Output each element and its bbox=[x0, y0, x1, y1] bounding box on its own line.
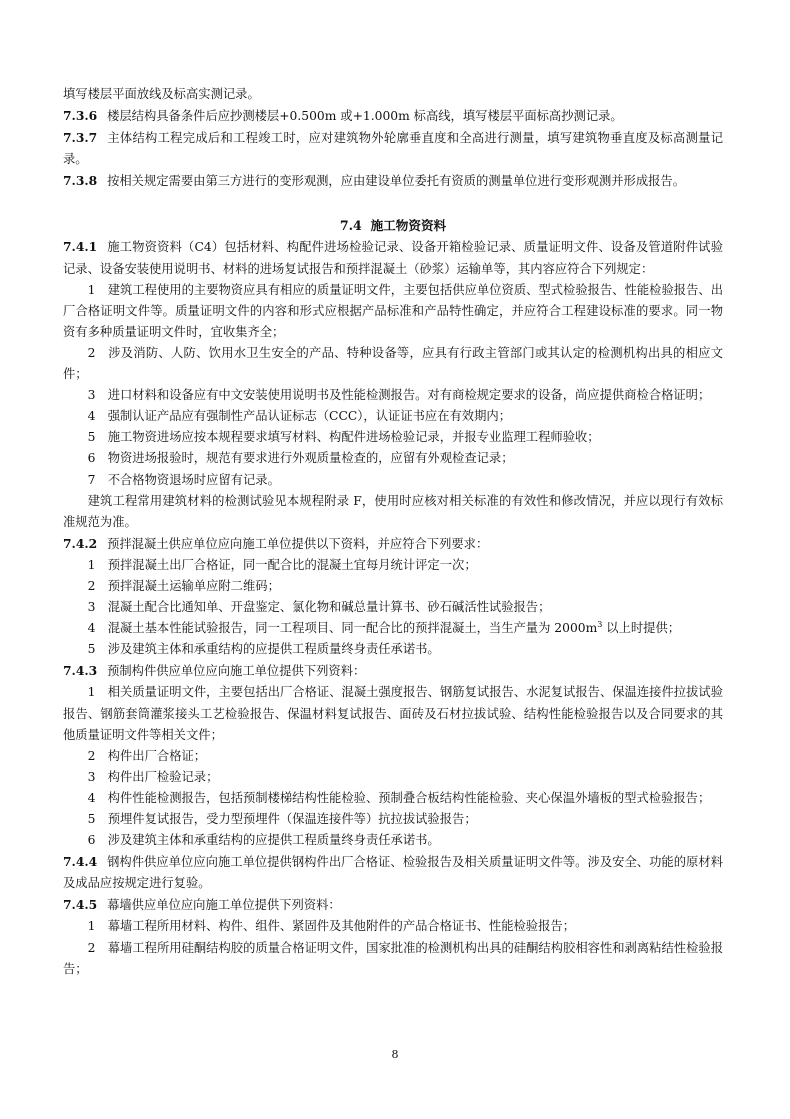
clause-7-4-4 bbox=[63, 851, 723, 894]
clause-number: 7.4.4 bbox=[63, 854, 98, 870]
clause-text: 施工物资资料（C4）包括材料、构配件进场检验记录、设备开箱检验记录、质量证明文件、设备及管道附件试验记录、设备安装使用说明书、材料的进场复试报告和预拌混凝土（砂浆）运输单等，其内容应符合下列规定： bbox=[63, 240, 723, 276]
list-item: 7 不合格物资退场时应留有记录。 bbox=[87, 472, 280, 487]
clause-text: 幕墙供应单位应向施工单位提供下列资料： bbox=[107, 898, 341, 913]
section-number: 7.4 bbox=[339, 218, 362, 234]
list-item: 1 预拌混凝土出厂合格证，同一配合比的混凝土宜每月统计评定一次； bbox=[87, 557, 477, 572]
list-item: 5 预埋件复试报告，受力型预埋件（保温连接件等）抗拉拔试验报告； bbox=[87, 812, 477, 826]
paragraph-continuation: 填写楼层平面放线及标高实测记录。 bbox=[63, 87, 260, 101]
section-heading bbox=[63, 215, 723, 236]
list-item: 3 进口材料和设备应有中文安装使用说明书及性能检测报告。对有商检规定要求的设备，尚应提供商检合格证明； bbox=[87, 388, 711, 403]
list-item: 5 施工物资进场应按本规程要求填写材料、构配件进场检验记录，并报专业监理工程师验收； bbox=[87, 430, 600, 445]
list-item: 4 强制认证产品应有强制性产品认证标志（CCC），认证证书应在有效期内； bbox=[87, 409, 511, 424]
list-item-text: 4 混凝土基本性能试验报告，同一工程项目、同一配合比的预拌混凝土，当生产量为 2000m bbox=[87, 621, 598, 636]
clause-7-3-6 bbox=[63, 105, 723, 127]
list-item bbox=[63, 618, 723, 639]
section-title: 施工物资资料 bbox=[370, 218, 447, 234]
list-item-text-end: 以上时提供； bbox=[602, 621, 681, 636]
clause-text: 钢构件供应单位应向施工单位提供钢构件出厂合格证、检验报告及相关质量证明文件等。涉及安全、功能的原材料及成品应按规定进行复验。 bbox=[63, 855, 723, 891]
clause-7-4-1 bbox=[63, 236, 723, 279]
clause-number: 7.3.8 bbox=[63, 173, 98, 189]
list-item: 6 涉及建筑主体和承重结构的应提供工程质量终身责任承诺书。 bbox=[87, 833, 440, 848]
superscript: 3 bbox=[597, 620, 603, 630]
clause-number: 7.4.5 bbox=[63, 897, 98, 913]
clause-text: 预拌混凝土供应单位应向施工单位提供以下资料，并应符合下列要求： bbox=[107, 536, 489, 551]
clause-7-3-8 bbox=[63, 170, 723, 192]
clause-number: 7.4.3 bbox=[63, 663, 98, 679]
clause-7-4-3 bbox=[63, 660, 723, 682]
list-item: 6 物资进场报验时，规范有要求进行外观质量检查的，应留有外观检查记录； bbox=[87, 451, 514, 466]
list-item: 2 幕墙工程所用硅酮结构胶的质量合格证明文件，国家批准的检测机构出具的硅酮结构胶相容性和剥离粘结性检验报告； bbox=[63, 940, 723, 976]
clause-text: 预制构件供应单位应向施工单位提供下列资料： bbox=[107, 664, 366, 679]
list-item: 5 涉及建筑主体和承重结构的应提供工程质量终身责任承诺书。 bbox=[87, 642, 440, 657]
clause-number: 7.3.7 bbox=[63, 130, 98, 146]
list-item: 2 构件出厂合格证； bbox=[87, 748, 207, 763]
list-item: 3 混凝土配合比通知单、开盘鉴定、氯化物和碱总量计算书、砂石碱活性试验报告； bbox=[87, 600, 551, 615]
list-item: 1 建筑工程使用的主要物资应具有相应的质量证明文件，主要包括供应单位资质、型式检验报告、性能检验报告、出厂合格证明文件等。质量证明文件的内容和形式应根据产品标准和产品特性确定，并应符合工程建设标准的要求。同一物资有多种质量证明文件时，宜收集齐全； bbox=[63, 282, 723, 339]
clause-7-3-7 bbox=[63, 127, 723, 170]
note-paragraph: 建筑工程常用建筑材料的检测试验见本规程附录 F，使用时应核对相关标准的有效性和修改情况，并应以现行有效标准规范为准。 bbox=[63, 493, 723, 529]
clause-text: 按相关规定需要由第三方进行的变形观测，应由建设单位委托有资质的测量单位进行变形观测并形成报告。 bbox=[107, 174, 686, 189]
list-item: 2 涉及消防、人防、饮用水卫生安全的产品、特种设备等，应具有行政主管部门或其认定的检测机构出具的相应文件； bbox=[63, 345, 723, 382]
clause-7-4-2 bbox=[63, 533, 723, 555]
clause-text: 楼层结构具备条件后应抄测楼层+0.500m 或+1.000m 标高线，填写楼层平面标高抄测记录。 bbox=[107, 109, 623, 124]
clause-7-4-5 bbox=[63, 894, 723, 916]
clause-text: 主体结构工程完成后和工程竣工时，应对建筑物外轮廓垂直度和全高进行测量，填写建筑物垂直度及标高测量记录。 bbox=[63, 131, 723, 167]
list-item: 4 构件性能检测报告，包括预制楼梯结构性能检验、预制叠合板结构性能检验、夹心保温外墙板的型式检验报告； bbox=[87, 790, 711, 805]
list-item: 3 构件出厂检验记录； bbox=[87, 769, 219, 784]
list-item: 1 相关质量证明文件，主要包括出厂合格证、混凝土强度报告、钢筋复试报告、水泥复试报告、保温连接件拉拔试验报告、钢筋套筒灌浆接头工艺检验报告、保温材料复试报告、面砖及石材拉拔试验、结构性能检验报告以及合同要求的其他质量证明文件等相关文件； bbox=[63, 685, 723, 742]
page-content bbox=[63, 84, 723, 980]
clause-number: 7.3.6 bbox=[63, 108, 98, 124]
clause-number: 7.4.1 bbox=[63, 239, 98, 255]
list-item: 1 幕墙工程所用材料、构件、组件、紧固件及其他附件的产品合格证书、性能检验报告； bbox=[87, 919, 575, 934]
page-number: 8 bbox=[391, 1048, 399, 1061]
clause-number: 7.4.2 bbox=[63, 535, 98, 551]
list-item: 2 预拌混凝土运输单应附二维码； bbox=[87, 578, 280, 593]
